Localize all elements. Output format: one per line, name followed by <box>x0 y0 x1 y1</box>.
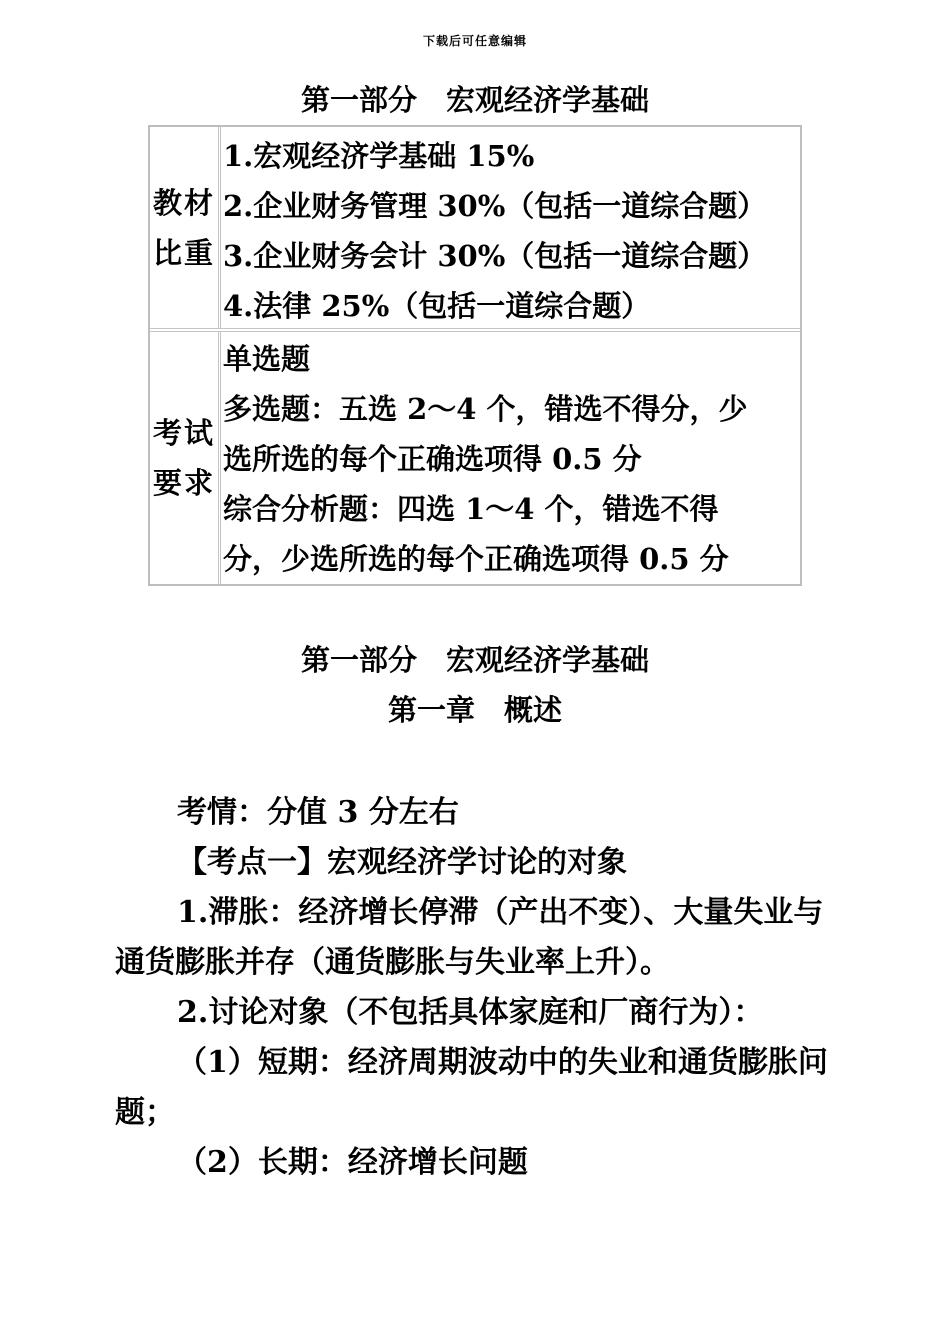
chapter-title: 第一章 概述 <box>387 693 562 727</box>
requirement-line: 多选题：五选 2～4 个，错选不得分，少 <box>223 392 748 426</box>
table-row-requirements <box>150 332 800 584</box>
requirement-line: 选所选的每个正确选项得 0.5 分 <box>223 442 642 476</box>
weight-line: 2.企业财务管理 30%（包括一道综合题） <box>223 189 767 223</box>
table-label-cell <box>150 332 221 584</box>
weight-line: 4.法律 25%（包括一道综合题） <box>223 289 651 323</box>
body-paragraph: （1）短期：经济周期波动中的失业和通货膨胀问题； <box>115 1045 828 1130</box>
table-content-cell <box>223 127 800 328</box>
section-part-title: 第一部分 宏观经济学基础 <box>300 643 649 677</box>
table-label-cell <box>150 127 221 328</box>
requirement-line: 分，少选所选的每个正确选项得 0.5 分 <box>223 542 729 576</box>
table-content-cell <box>223 332 800 584</box>
part-title: 第一部分 宏观经济学基础 <box>300 83 649 117</box>
table-row-weight <box>150 127 800 332</box>
header-note: 下载后可任意编辑 <box>422 34 527 48</box>
key-point-heading: 【考点一】宏观经济学讨论的对象 <box>177 845 627 880</box>
exam-info-table <box>148 125 802 586</box>
row-label-weight: 教材比重 <box>152 185 215 270</box>
weight-line: 3.企业财务会计 30%（包括一道综合题） <box>223 239 767 273</box>
body-paragraph: 1.滞胀：经济增长停滞（产出不变）、大量失业与通货膨胀并存（通货膨胀与失业率上升）。 <box>115 895 824 980</box>
body-paragraph: 2.讨论对象（不包括具体家庭和厂商行为）： <box>177 995 764 1030</box>
exam-situation: 考情：分值 3 分左右 <box>177 795 459 830</box>
weight-line: 1.宏观经济学基础 15% <box>223 139 535 173</box>
requirement-line: 单选题 <box>223 342 311 376</box>
requirement-line: 综合分析题：四选 1～4 个，错选不得 <box>223 492 719 526</box>
chapter-body <box>115 788 845 1188</box>
body-paragraph: （2）长期：经济增长问题 <box>177 1145 528 1180</box>
row-label-requirements: 考试要求 <box>152 416 215 500</box>
